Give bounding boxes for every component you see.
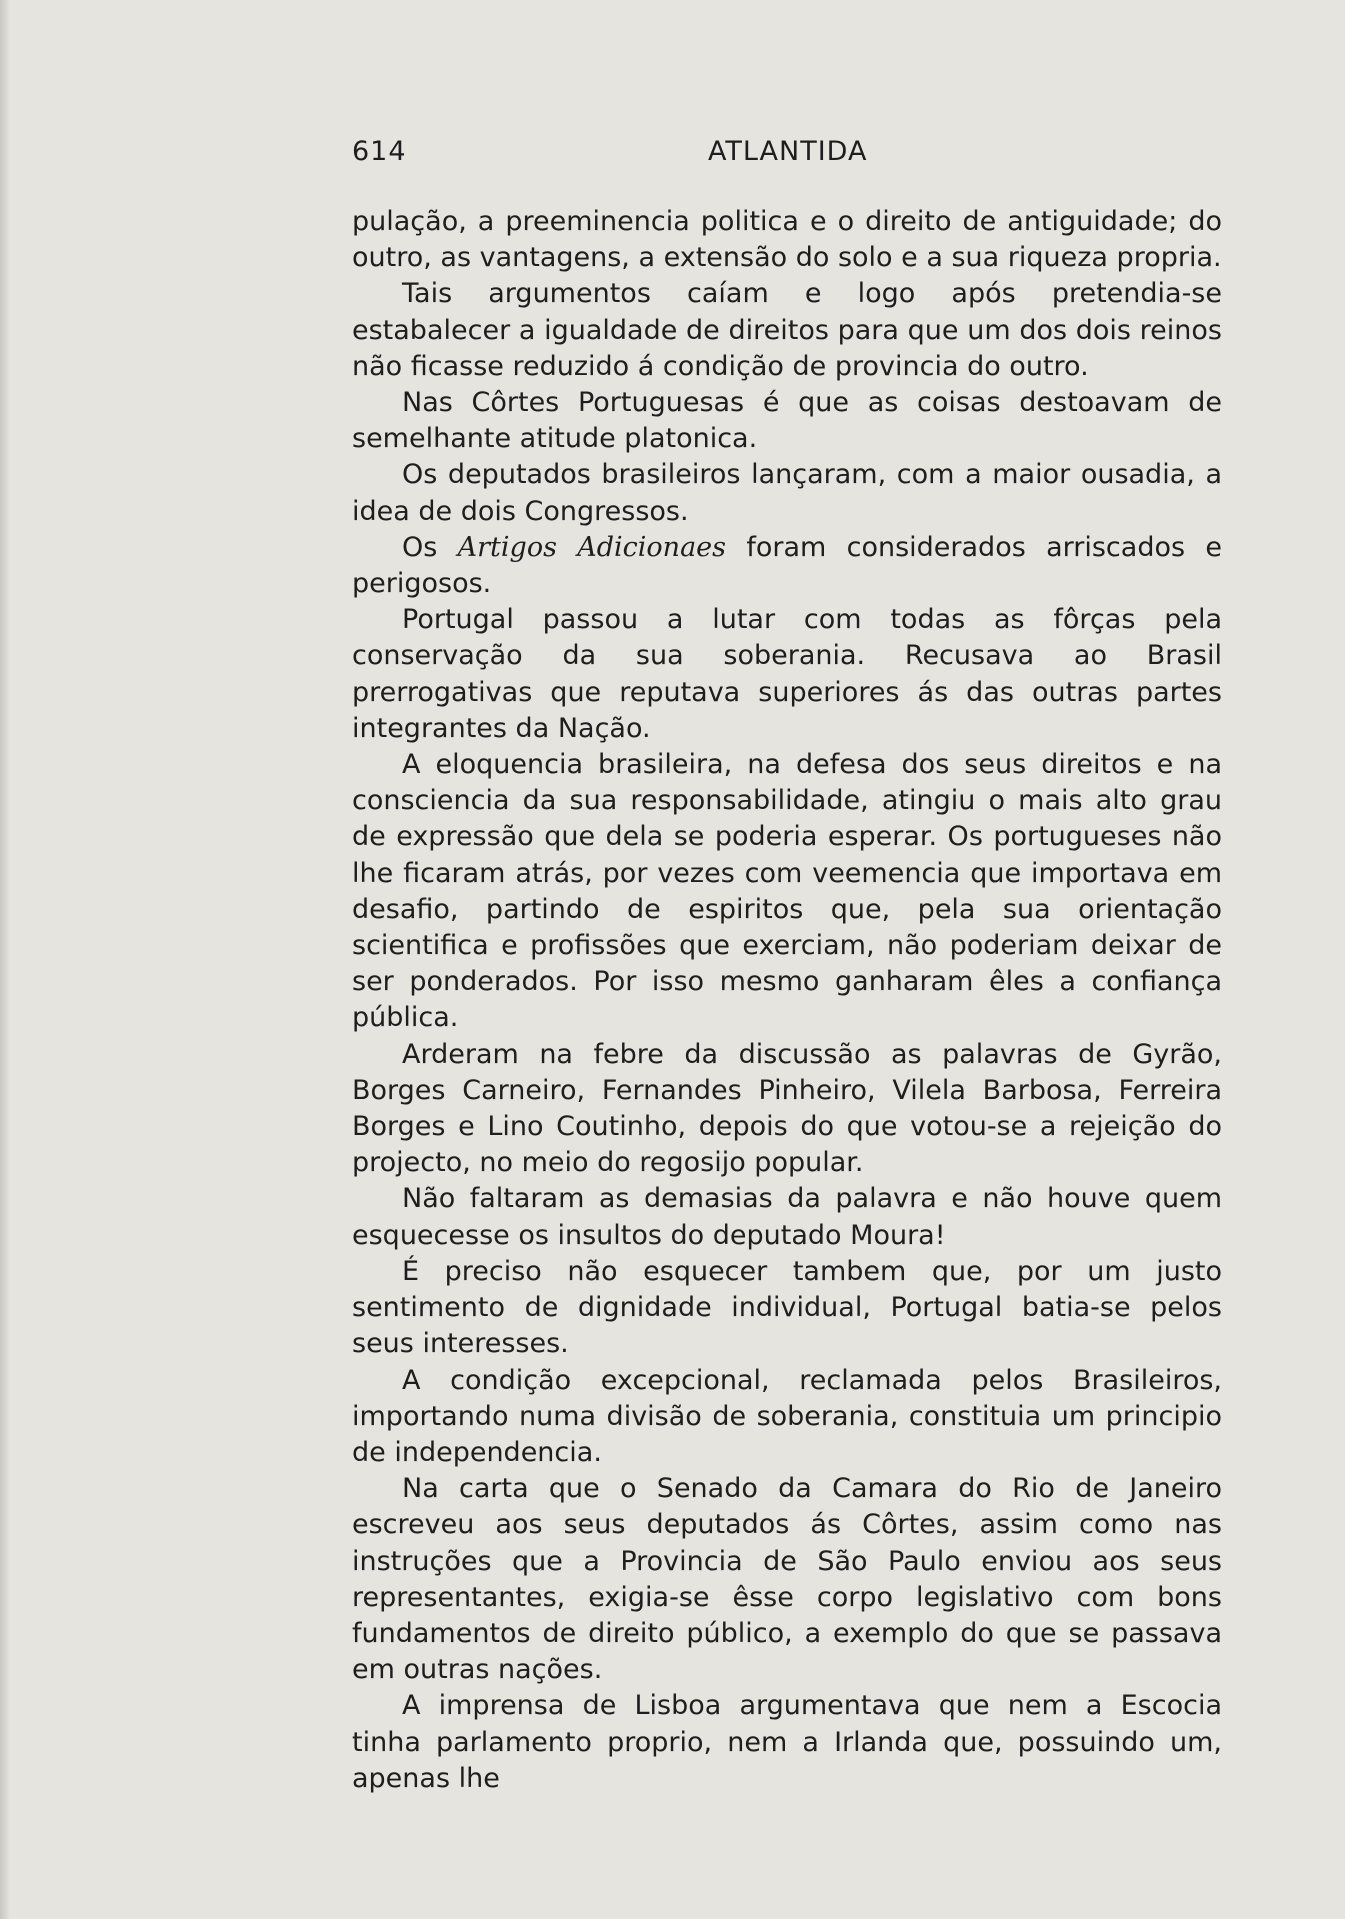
paragraph: Arderam na febre da discussão as palavras de Gyrão, Borges Carneiro, Fernandes Pinheiro, Vilela Barbosa, Ferreira Borges e Lino Coutinho, depois do que votou-se a rejeição do projecto, no meio do regosijo popular. xyxy=(352,1038,1222,1179)
page-header xyxy=(352,136,1222,176)
paragraph: Na carta que o Senado da Camara do Rio de Janeiro escreveu aos seus deputados ás Côrtes, assim como nas instruções que a Provincia de São Paulo enviou aos seus representantes, exigia-se êsse corpo legislativo com bons fundamentos de direito público, a exemplo do que se passava em outras nações. xyxy=(352,1473,1222,1686)
paragraph: A eloquencia brasileira, na defesa dos seus direitos e na consciencia da sua responsabilidade, atingiu o mais alto grau de expressão que dela se poderia esperar. Os portugueses não lhe ficaram atrás, por vezes com veemencia que importava em desafio, partindo de espiritos que, pela sua orientação scientifica e profissões que exerciam, não poderiam deixar de ser ponderados. Por isso mesmo ganharam êles a confiança pública. xyxy=(352,749,1222,1034)
italic-title: Artigos Adicionaes xyxy=(457,531,726,563)
paragraph: pulação, a preeminencia politica e o direito de antiguidade; do outro, as vantagens, a extensão do solo e a sua riqueza propria. xyxy=(352,206,1222,274)
paragraph: Portugal passou a lutar com todas as fôrças pela conservação da sua soberania. Recusava ao Brasil prerrogativas que reputava superiores ás das outras partes integrantes da Nação. xyxy=(352,604,1222,744)
paragraph: Os deputados brasileiros lançaram, com a maior ousadia, a idea de dois Congressos. xyxy=(352,459,1222,527)
page-number: 614 xyxy=(352,136,407,167)
paragraph: Tais argumentos caíam e logo após pretendia-se estabalecer a igualdade de direitos para que um dos dois reinos não ficasse reduzido á condição de provincia do outro. xyxy=(352,278,1222,382)
paragraph: Nas Côrtes Portuguesas é que as coisas destoavam de semelhante atitude platonica. xyxy=(352,387,1222,455)
paragraph-text: Os xyxy=(402,531,458,563)
page-edge-shadow xyxy=(0,0,10,1919)
paragraph: A condição excepcional, reclamada pelos Brasileiros, importando numa divisão de soberania, constituia um principio de independencia. xyxy=(352,1364,1222,1468)
paragraph: Não faltaram as demasias da palavra e não houve quem esquecesse os insultos do deputado Moura! xyxy=(352,1183,1222,1251)
running-title: ATLANTIDA xyxy=(708,136,868,167)
body-text xyxy=(352,204,1222,1797)
paragraph-text: foram considerados arriscados e perigosos. xyxy=(352,531,1222,600)
paragraph: É preciso não esquecer tambem que, por um justo sentimento de dignidade individual, Portugal batia-se pelos seus interesses. xyxy=(352,1255,1222,1360)
paragraph: A imprensa de Lisboa argumentava que nem a Escocia tinha parlamento proprio, nem a Irlanda que, possuindo um, apenas lhe xyxy=(352,1690,1222,1794)
paragraph xyxy=(352,530,1222,602)
